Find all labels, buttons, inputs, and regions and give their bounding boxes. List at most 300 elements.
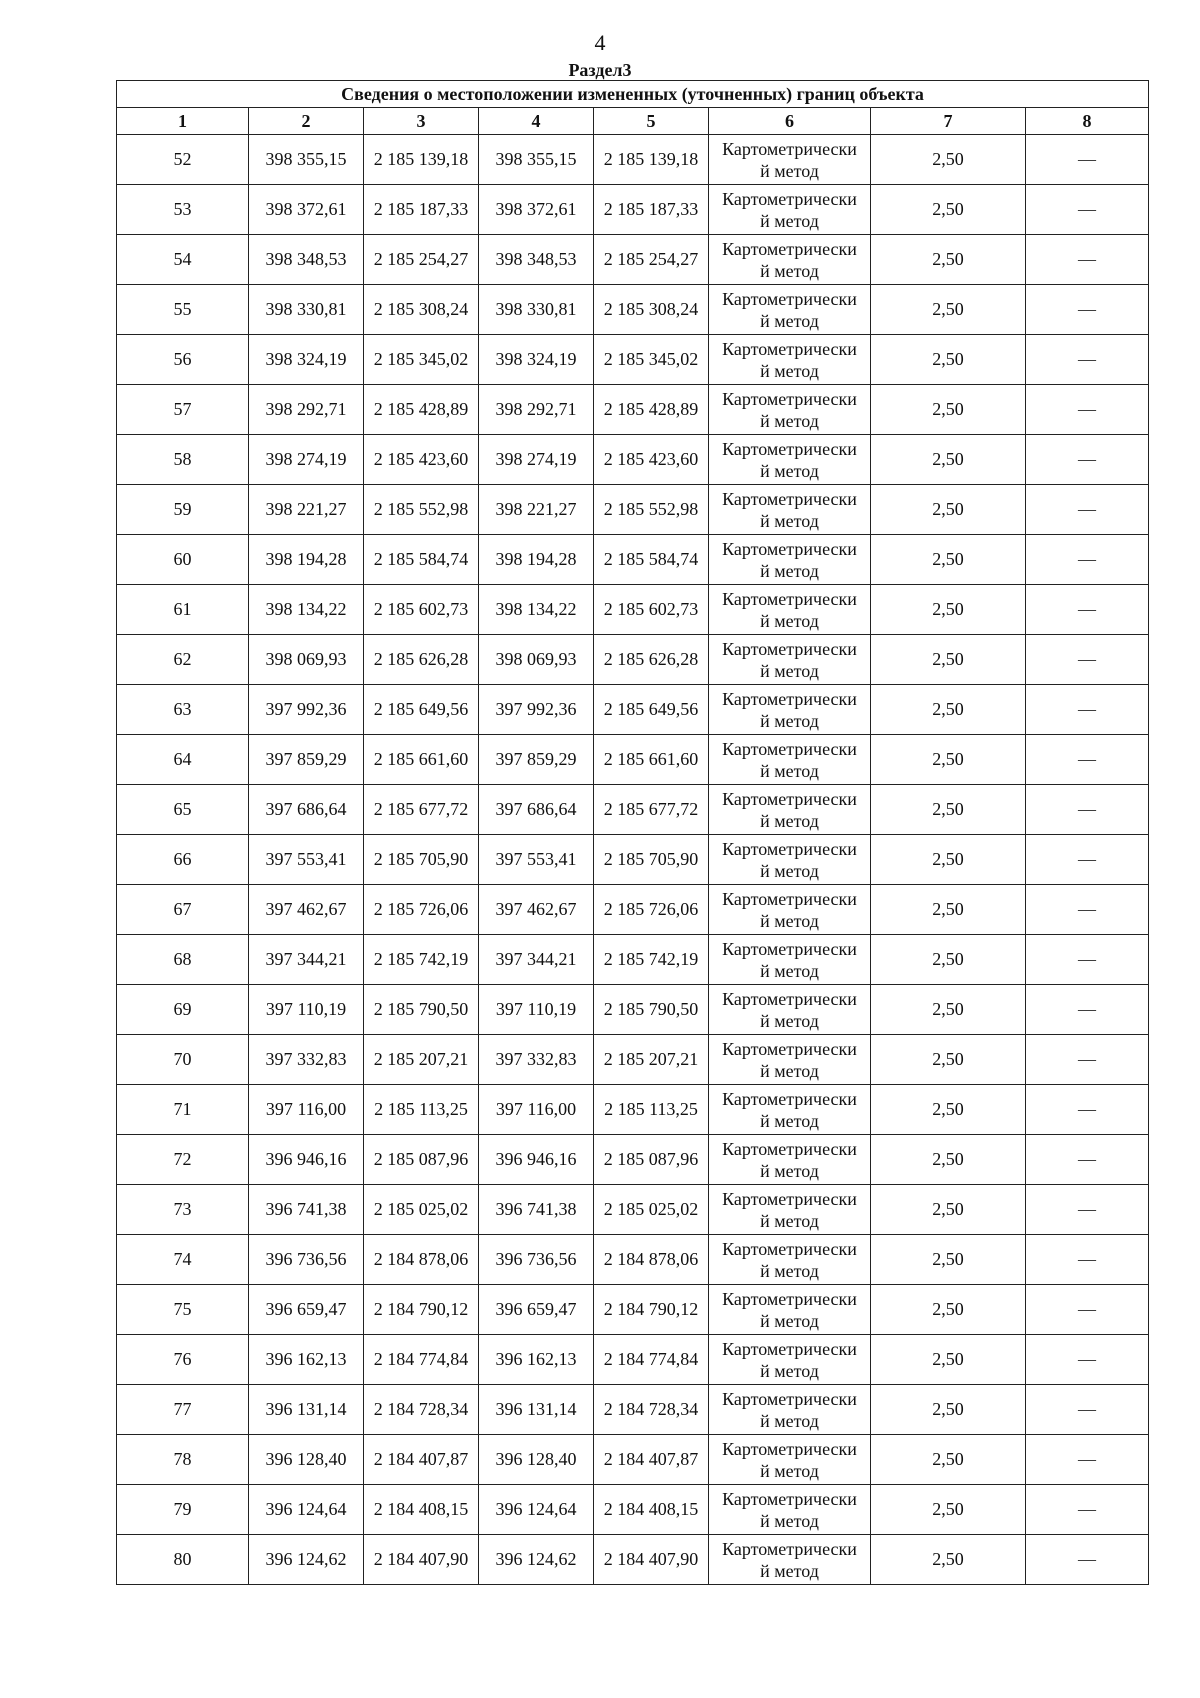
method-text-line: й метод bbox=[760, 510, 819, 531]
method-cell bbox=[709, 385, 871, 435]
table-row bbox=[117, 685, 1149, 735]
table-row bbox=[117, 1235, 1149, 1285]
x-existing-cell: 397 553,41 bbox=[249, 835, 364, 885]
accuracy-cell: 2,50 bbox=[871, 485, 1026, 535]
x-existing-cell: 398 069,93 bbox=[249, 635, 364, 685]
description-cell: — bbox=[1026, 835, 1149, 885]
x-refined-cell: 398 348,53 bbox=[479, 235, 594, 285]
point-number-cell: 78 bbox=[117, 1435, 249, 1485]
x-existing-cell: 398 372,61 bbox=[249, 185, 364, 235]
description-cell: — bbox=[1026, 1535, 1149, 1585]
point-number-cell: 60 bbox=[117, 535, 249, 585]
method-cell bbox=[709, 1235, 871, 1285]
accuracy-cell: 2,50 bbox=[871, 1235, 1026, 1285]
method-text-line: й метод bbox=[760, 310, 819, 331]
y-existing-cell: 2 185 626,28 bbox=[364, 635, 479, 685]
table-row bbox=[117, 235, 1149, 285]
table-header-row bbox=[117, 108, 1149, 135]
column-header: 1 bbox=[117, 108, 249, 135]
x-refined-cell: 396 659,47 bbox=[479, 1285, 594, 1335]
description-cell: — bbox=[1026, 1335, 1149, 1385]
y-existing-cell: 2 185 187,33 bbox=[364, 185, 479, 235]
description-cell: — bbox=[1026, 1035, 1149, 1085]
accuracy-cell: 2,50 bbox=[871, 335, 1026, 385]
x-existing-cell: 398 355,15 bbox=[249, 135, 364, 185]
method-text-line: Картометрически bbox=[722, 688, 857, 709]
table-body bbox=[117, 135, 1149, 1585]
method-text-line: й метод bbox=[760, 1360, 819, 1381]
y-existing-cell: 2 185 345,02 bbox=[364, 335, 479, 385]
table-row bbox=[117, 485, 1149, 535]
point-number-cell: 56 bbox=[117, 335, 249, 385]
column-header: 4 bbox=[479, 108, 594, 135]
method-cell bbox=[709, 435, 871, 485]
x-refined-cell: 396 124,62 bbox=[479, 1535, 594, 1585]
point-number-cell: 68 bbox=[117, 935, 249, 985]
y-existing-cell: 2 185 649,56 bbox=[364, 685, 479, 735]
method-text-line: й метод bbox=[760, 160, 819, 181]
accuracy-cell: 2,50 bbox=[871, 435, 1026, 485]
method-text-line: Картометрически bbox=[722, 638, 857, 659]
column-header: 6 bbox=[709, 108, 871, 135]
description-cell: — bbox=[1026, 585, 1149, 635]
method-cell bbox=[709, 1535, 871, 1585]
y-refined-cell: 2 185 742,19 bbox=[594, 935, 709, 985]
point-number-cell: 75 bbox=[117, 1285, 249, 1335]
method-cell bbox=[709, 685, 871, 735]
table-row bbox=[117, 585, 1149, 635]
point-number-cell: 65 bbox=[117, 785, 249, 835]
point-number-cell: 77 bbox=[117, 1385, 249, 1435]
description-cell: — bbox=[1026, 935, 1149, 985]
accuracy-cell: 2,50 bbox=[871, 1385, 1026, 1435]
y-existing-cell: 2 185 113,25 bbox=[364, 1085, 479, 1135]
y-existing-cell: 2 184 790,12 bbox=[364, 1285, 479, 1335]
table-row bbox=[117, 985, 1149, 1035]
method-cell bbox=[709, 1485, 871, 1535]
method-text-line: Картометрически bbox=[722, 1388, 857, 1409]
method-text-line: й метод bbox=[760, 960, 819, 981]
description-cell: — bbox=[1026, 1385, 1149, 1435]
description-cell: — bbox=[1026, 1085, 1149, 1135]
method-text-line: Картометрически bbox=[722, 838, 857, 859]
x-existing-cell: 397 462,67 bbox=[249, 885, 364, 935]
table-row bbox=[117, 385, 1149, 435]
x-refined-cell: 397 332,83 bbox=[479, 1035, 594, 1085]
x-existing-cell: 396 124,62 bbox=[249, 1535, 364, 1585]
y-existing-cell: 2 184 878,06 bbox=[364, 1235, 479, 1285]
method-text-line: й метод bbox=[760, 1260, 819, 1281]
method-text-line: Картометрически bbox=[722, 388, 857, 409]
method-text-line: й метод bbox=[760, 410, 819, 431]
point-number-cell: 73 bbox=[117, 1185, 249, 1235]
method-text-line: Картометрически bbox=[722, 1338, 857, 1359]
method-text-line: Картометрически bbox=[722, 788, 857, 809]
description-cell: — bbox=[1026, 435, 1149, 485]
point-number-cell: 59 bbox=[117, 485, 249, 535]
y-refined-cell: 2 185 025,02 bbox=[594, 1185, 709, 1235]
method-cell bbox=[709, 935, 871, 985]
method-cell bbox=[709, 735, 871, 785]
description-cell: — bbox=[1026, 385, 1149, 435]
accuracy-cell: 2,50 bbox=[871, 1485, 1026, 1535]
description-cell: — bbox=[1026, 635, 1149, 685]
x-refined-cell: 398 330,81 bbox=[479, 285, 594, 335]
y-existing-cell: 2 185 139,18 bbox=[364, 135, 479, 185]
method-text-line: Картометрически bbox=[722, 1238, 857, 1259]
method-text-line: й метод bbox=[760, 1160, 819, 1181]
y-refined-cell: 2 185 113,25 bbox=[594, 1085, 709, 1135]
y-refined-cell: 2 184 774,84 bbox=[594, 1335, 709, 1385]
x-refined-cell: 398 274,19 bbox=[479, 435, 594, 485]
point-number-cell: 67 bbox=[117, 885, 249, 935]
table-row bbox=[117, 735, 1149, 785]
x-refined-cell: 398 221,27 bbox=[479, 485, 594, 535]
x-refined-cell: 398 372,61 bbox=[479, 185, 594, 235]
method-text-line: й метод bbox=[760, 1110, 819, 1131]
description-cell: — bbox=[1026, 685, 1149, 735]
description-cell: — bbox=[1026, 1185, 1149, 1235]
description-cell: — bbox=[1026, 1285, 1149, 1335]
x-existing-cell: 398 134,22 bbox=[249, 585, 364, 635]
description-cell: — bbox=[1026, 1235, 1149, 1285]
method-cell bbox=[709, 135, 871, 185]
accuracy-cell: 2,50 bbox=[871, 185, 1026, 235]
point-number-cell: 66 bbox=[117, 835, 249, 885]
x-existing-cell: 397 332,83 bbox=[249, 1035, 364, 1085]
point-number-cell: 58 bbox=[117, 435, 249, 485]
accuracy-cell: 2,50 bbox=[871, 1335, 1026, 1385]
y-existing-cell: 2 184 774,84 bbox=[364, 1335, 479, 1385]
point-number-cell: 63 bbox=[117, 685, 249, 735]
point-number-cell: 72 bbox=[117, 1135, 249, 1185]
description-cell: — bbox=[1026, 735, 1149, 785]
x-refined-cell: 397 344,21 bbox=[479, 935, 594, 985]
method-text-line: й метод bbox=[760, 860, 819, 881]
column-header: 8 bbox=[1026, 108, 1149, 135]
description-cell: — bbox=[1026, 1485, 1149, 1535]
y-refined-cell: 2 184 408,15 bbox=[594, 1485, 709, 1535]
x-existing-cell: 398 194,28 bbox=[249, 535, 364, 585]
y-existing-cell: 2 185 602,73 bbox=[364, 585, 479, 635]
y-refined-cell: 2 185 308,24 bbox=[594, 285, 709, 335]
accuracy-cell: 2,50 bbox=[871, 1135, 1026, 1185]
description-cell: — bbox=[1026, 285, 1149, 335]
accuracy-cell: 2,50 bbox=[871, 235, 1026, 285]
column-header: 2 bbox=[249, 108, 364, 135]
method-text-line: й метод bbox=[760, 210, 819, 231]
table-caption-row bbox=[117, 81, 1149, 108]
y-refined-cell: 2 185 649,56 bbox=[594, 685, 709, 735]
x-existing-cell: 397 110,19 bbox=[249, 985, 364, 1035]
table-caption: Сведения о местоположении измененных (уточненных) границ объекта bbox=[117, 81, 1149, 108]
method-cell bbox=[709, 835, 871, 885]
method-cell bbox=[709, 1385, 871, 1435]
method-text-line: й метод bbox=[760, 1010, 819, 1031]
coordinates-table bbox=[116, 80, 1149, 1585]
x-existing-cell: 396 124,64 bbox=[249, 1485, 364, 1535]
x-existing-cell: 396 131,14 bbox=[249, 1385, 364, 1435]
method-cell bbox=[709, 585, 871, 635]
accuracy-cell: 2,50 bbox=[871, 1285, 1026, 1335]
method-text-line: й метод bbox=[760, 1210, 819, 1231]
y-refined-cell: 2 185 423,60 bbox=[594, 435, 709, 485]
method-cell bbox=[709, 485, 871, 535]
method-text-line: Картометрически bbox=[722, 1488, 857, 1509]
y-existing-cell: 2 185 726,06 bbox=[364, 885, 479, 935]
y-existing-cell: 2 184 728,34 bbox=[364, 1385, 479, 1435]
table-row bbox=[117, 635, 1149, 685]
x-existing-cell: 396 128,40 bbox=[249, 1435, 364, 1485]
table-row bbox=[117, 1185, 1149, 1235]
x-refined-cell: 397 116,00 bbox=[479, 1085, 594, 1135]
table-row bbox=[117, 335, 1149, 385]
x-refined-cell: 398 194,28 bbox=[479, 535, 594, 585]
description-cell: — bbox=[1026, 1135, 1149, 1185]
column-header: 7 bbox=[871, 108, 1026, 135]
accuracy-cell: 2,50 bbox=[871, 985, 1026, 1035]
y-refined-cell: 2 185 345,02 bbox=[594, 335, 709, 385]
y-refined-cell: 2 185 726,06 bbox=[594, 885, 709, 935]
method-text-line: й метод bbox=[760, 1510, 819, 1531]
y-refined-cell: 2 185 626,28 bbox=[594, 635, 709, 685]
table-row bbox=[117, 1085, 1149, 1135]
x-refined-cell: 396 946,16 bbox=[479, 1135, 594, 1185]
method-cell bbox=[709, 235, 871, 285]
method-text-line: й метод bbox=[760, 760, 819, 781]
method-text-line: Картометрически bbox=[722, 238, 857, 259]
y-refined-cell: 2 184 407,87 bbox=[594, 1435, 709, 1485]
table-row bbox=[117, 1285, 1149, 1335]
x-existing-cell: 398 348,53 bbox=[249, 235, 364, 285]
y-refined-cell: 2 185 254,27 bbox=[594, 235, 709, 285]
x-refined-cell: 396 124,64 bbox=[479, 1485, 594, 1535]
x-refined-cell: 398 134,22 bbox=[479, 585, 594, 635]
y-existing-cell: 2 185 584,74 bbox=[364, 535, 479, 585]
x-existing-cell: 398 324,19 bbox=[249, 335, 364, 385]
x-refined-cell: 396 741,38 bbox=[479, 1185, 594, 1235]
column-header: 3 bbox=[364, 108, 479, 135]
y-existing-cell: 2 185 087,96 bbox=[364, 1135, 479, 1185]
table-row bbox=[117, 1035, 1149, 1085]
y-refined-cell: 2 185 552,98 bbox=[594, 485, 709, 535]
point-number-cell: 52 bbox=[117, 135, 249, 185]
x-existing-cell: 397 686,64 bbox=[249, 785, 364, 835]
x-refined-cell: 396 736,56 bbox=[479, 1235, 594, 1285]
x-existing-cell: 397 116,00 bbox=[249, 1085, 364, 1135]
method-text-line: Картометрически bbox=[722, 588, 857, 609]
method-text-line: й метод bbox=[760, 1310, 819, 1331]
table-row bbox=[117, 135, 1149, 185]
y-refined-cell: 2 185 602,73 bbox=[594, 585, 709, 635]
table-row bbox=[117, 1435, 1149, 1485]
point-number-cell: 53 bbox=[117, 185, 249, 235]
method-text-line: Картометрически bbox=[722, 738, 857, 759]
y-existing-cell: 2 184 407,87 bbox=[364, 1435, 479, 1485]
x-refined-cell: 397 462,67 bbox=[479, 885, 594, 935]
point-number-cell: 64 bbox=[117, 735, 249, 785]
accuracy-cell: 2,50 bbox=[871, 735, 1026, 785]
x-existing-cell: 396 162,13 bbox=[249, 1335, 364, 1385]
method-text-line: й метод bbox=[760, 1060, 819, 1081]
method-cell bbox=[709, 1285, 871, 1335]
method-cell bbox=[709, 1435, 871, 1485]
y-existing-cell: 2 185 742,19 bbox=[364, 935, 479, 985]
method-text-line: й метод bbox=[760, 260, 819, 281]
x-refined-cell: 398 069,93 bbox=[479, 635, 594, 685]
x-refined-cell: 397 992,36 bbox=[479, 685, 594, 735]
method-text-line: Картометрически bbox=[722, 138, 857, 159]
table-row bbox=[117, 885, 1149, 935]
table-row bbox=[117, 1485, 1149, 1535]
method-text-line: й метод bbox=[760, 910, 819, 931]
method-text-line: Картометрически bbox=[722, 1188, 857, 1209]
x-existing-cell: 396 946,16 bbox=[249, 1135, 364, 1185]
y-refined-cell: 2 185 584,74 bbox=[594, 535, 709, 585]
method-text-line: Картометрически bbox=[722, 1038, 857, 1059]
y-refined-cell: 2 185 428,89 bbox=[594, 385, 709, 435]
table-row bbox=[117, 1135, 1149, 1185]
point-number-cell: 80 bbox=[117, 1535, 249, 1585]
method-text-line: й метод bbox=[760, 1410, 819, 1431]
method-cell bbox=[709, 1085, 871, 1135]
x-refined-cell: 397 553,41 bbox=[479, 835, 594, 885]
table-row bbox=[117, 435, 1149, 485]
x-existing-cell: 398 330,81 bbox=[249, 285, 364, 335]
description-cell: — bbox=[1026, 335, 1149, 385]
method-text-line: Картометрически bbox=[722, 938, 857, 959]
method-cell bbox=[709, 1035, 871, 1085]
y-existing-cell: 2 185 790,50 bbox=[364, 985, 479, 1035]
method-text-line: Картометрически bbox=[722, 1088, 857, 1109]
accuracy-cell: 2,50 bbox=[871, 585, 1026, 635]
method-cell bbox=[709, 1185, 871, 1235]
accuracy-cell: 2,50 bbox=[871, 535, 1026, 585]
accuracy-cell: 2,50 bbox=[871, 1085, 1026, 1135]
x-refined-cell: 398 355,15 bbox=[479, 135, 594, 185]
method-text-line: й метод bbox=[760, 710, 819, 731]
method-text-line: Картометрически bbox=[722, 1288, 857, 1309]
method-text-line: й метод bbox=[760, 810, 819, 831]
method-cell bbox=[709, 985, 871, 1035]
accuracy-cell: 2,50 bbox=[871, 685, 1026, 735]
method-text-line: Картометрически bbox=[722, 538, 857, 559]
y-refined-cell: 2 184 407,90 bbox=[594, 1535, 709, 1585]
point-number-cell: 70 bbox=[117, 1035, 249, 1085]
method-text-line: Картометрически bbox=[722, 1138, 857, 1159]
x-refined-cell: 396 131,14 bbox=[479, 1385, 594, 1435]
table-row bbox=[117, 1535, 1149, 1585]
table-row bbox=[117, 285, 1149, 335]
table-row bbox=[117, 1335, 1149, 1385]
method-text-line: Картометрически bbox=[722, 988, 857, 1009]
y-refined-cell: 2 185 139,18 bbox=[594, 135, 709, 185]
y-refined-cell: 2 185 207,21 bbox=[594, 1035, 709, 1085]
section-title: Раздел3 bbox=[568, 60, 632, 80]
method-cell bbox=[709, 1335, 871, 1385]
method-text-line: й метод bbox=[760, 460, 819, 481]
table-row bbox=[117, 535, 1149, 585]
x-refined-cell: 398 324,19 bbox=[479, 335, 594, 385]
table-row bbox=[117, 835, 1149, 885]
method-cell bbox=[709, 285, 871, 335]
method-cell bbox=[709, 335, 871, 385]
y-existing-cell: 2 185 661,60 bbox=[364, 735, 479, 785]
table-row bbox=[117, 1385, 1149, 1435]
table-row bbox=[117, 185, 1149, 235]
table-row bbox=[117, 785, 1149, 835]
method-text-line: Картометрически bbox=[722, 1438, 857, 1459]
y-existing-cell: 2 184 407,90 bbox=[364, 1535, 479, 1585]
x-refined-cell: 397 110,19 bbox=[479, 985, 594, 1035]
method-text-line: Картометрически bbox=[722, 288, 857, 309]
accuracy-cell: 2,50 bbox=[871, 885, 1026, 935]
y-refined-cell: 2 185 661,60 bbox=[594, 735, 709, 785]
page-number: 4 bbox=[594, 30, 606, 55]
x-existing-cell: 397 992,36 bbox=[249, 685, 364, 735]
x-existing-cell: 398 292,71 bbox=[249, 385, 364, 435]
accuracy-cell: 2,50 bbox=[871, 1535, 1026, 1585]
y-refined-cell: 2 185 790,50 bbox=[594, 985, 709, 1035]
y-refined-cell: 2 185 087,96 bbox=[594, 1135, 709, 1185]
y-refined-cell: 2 184 878,06 bbox=[594, 1235, 709, 1285]
x-refined-cell: 397 859,29 bbox=[479, 735, 594, 785]
description-cell: — bbox=[1026, 485, 1149, 535]
point-number-cell: 76 bbox=[117, 1335, 249, 1385]
x-existing-cell: 396 736,56 bbox=[249, 1235, 364, 1285]
method-text-line: Картометрически bbox=[722, 1538, 857, 1559]
accuracy-cell: 2,50 bbox=[871, 135, 1026, 185]
method-text-line: й метод bbox=[760, 560, 819, 581]
y-existing-cell: 2 185 677,72 bbox=[364, 785, 479, 835]
accuracy-cell: 2,50 bbox=[871, 385, 1026, 435]
description-cell: — bbox=[1026, 1435, 1149, 1485]
description-cell: — bbox=[1026, 885, 1149, 935]
method-cell bbox=[709, 535, 871, 585]
description-cell: — bbox=[1026, 535, 1149, 585]
accuracy-cell: 2,50 bbox=[871, 635, 1026, 685]
point-number-cell: 74 bbox=[117, 1235, 249, 1285]
description-cell: — bbox=[1026, 235, 1149, 285]
method-text-line: Картометрически bbox=[722, 338, 857, 359]
method-text-line: й метод bbox=[760, 1460, 819, 1481]
x-refined-cell: 396 128,40 bbox=[479, 1435, 594, 1485]
column-header: 5 bbox=[594, 108, 709, 135]
point-number-cell: 79 bbox=[117, 1485, 249, 1535]
method-text-line: Картометрически bbox=[722, 888, 857, 909]
method-text-line: й метод bbox=[760, 660, 819, 681]
method-cell bbox=[709, 635, 871, 685]
x-refined-cell: 398 292,71 bbox=[479, 385, 594, 435]
y-existing-cell: 2 185 428,89 bbox=[364, 385, 479, 435]
method-text-line: Картометрически bbox=[722, 488, 857, 509]
accuracy-cell: 2,50 bbox=[871, 1435, 1026, 1485]
y-refined-cell: 2 185 677,72 bbox=[594, 785, 709, 835]
x-refined-cell: 396 162,13 bbox=[479, 1335, 594, 1385]
method-text-line: Картометрически bbox=[722, 438, 857, 459]
accuracy-cell: 2,50 bbox=[871, 835, 1026, 885]
x-existing-cell: 397 344,21 bbox=[249, 935, 364, 985]
point-number-cell: 54 bbox=[117, 235, 249, 285]
x-refined-cell: 397 686,64 bbox=[479, 785, 594, 835]
method-text-line: й метод bbox=[760, 1560, 819, 1581]
y-existing-cell: 2 185 705,90 bbox=[364, 835, 479, 885]
y-refined-cell: 2 184 728,34 bbox=[594, 1385, 709, 1435]
method-cell bbox=[709, 885, 871, 935]
accuracy-cell: 2,50 bbox=[871, 1035, 1026, 1085]
table-row bbox=[117, 935, 1149, 985]
method-text-line: й метод bbox=[760, 610, 819, 631]
